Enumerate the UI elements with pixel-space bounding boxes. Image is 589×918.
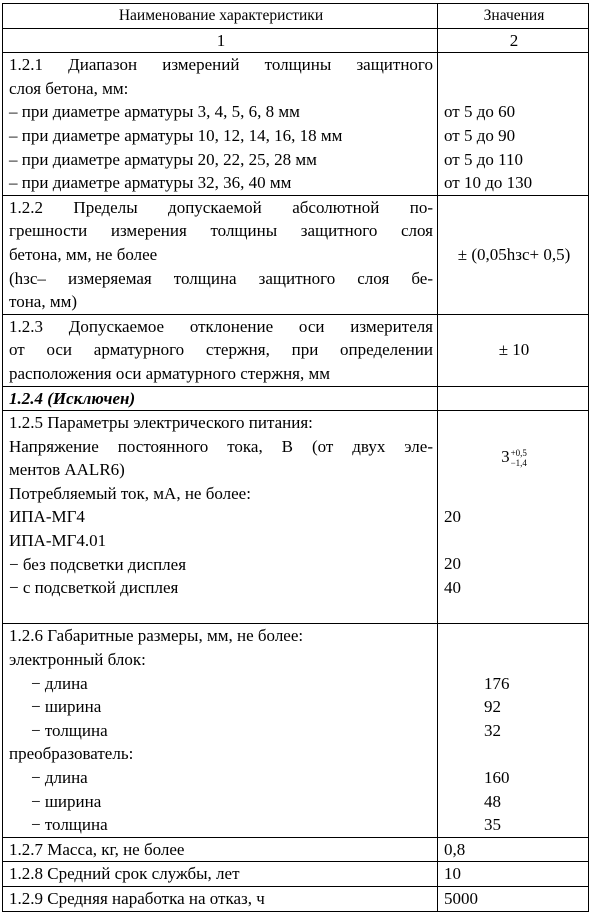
value-text: 48 xyxy=(484,791,501,811)
row-1-2-4-label: 1.2.4 (Исключен) xyxy=(3,386,438,411)
text-line: слоя бетона, мм: xyxy=(9,78,129,98)
text-line: 1.2.5 Параметры электрического питания: xyxy=(9,413,313,433)
text-line: ИПА-МГ4.01 xyxy=(9,531,107,551)
column-number-1: 1 xyxy=(3,28,438,53)
list-item: – при диаметре арматуры 3, 4, 5, 6, 8 мм xyxy=(9,102,300,122)
voltage-value xyxy=(444,445,584,482)
text-line: ментов AALR6) xyxy=(9,460,125,480)
text-line: тона, мм) xyxy=(9,292,78,312)
value-text: от 10 до 130 xyxy=(444,173,533,193)
row-1-2-2 xyxy=(3,195,589,314)
row-1-2-7-value: 0,8 xyxy=(438,837,589,862)
row-1-2-1 xyxy=(3,53,589,196)
value-text: от 5 до 90 xyxy=(444,125,516,145)
row-1-2-9 xyxy=(3,886,589,911)
text-line: Напряжение постоянного тока, В (от двух эле- xyxy=(9,436,433,456)
value-text: от 5 до 110 xyxy=(444,149,523,169)
specifications-table xyxy=(2,3,589,912)
row-1-2-6 xyxy=(3,624,589,837)
row-1-2-5 xyxy=(3,411,589,624)
list-item: − толщина xyxy=(31,815,108,835)
list-item: − без подсветки дисплея xyxy=(9,554,187,574)
text-line: расположения оси арматурного стержня, мм xyxy=(9,363,331,383)
row-1-2-5-label xyxy=(3,411,438,624)
text-line: 1.2.1 Диапазон измерений толщины защитного xyxy=(9,55,433,75)
value-text: от 5 до 60 xyxy=(444,102,516,122)
text-line: 1.2.2 Пределы допускаемой абсолютной по- xyxy=(9,197,433,217)
column-number-row xyxy=(3,28,589,53)
row-1-2-1-label xyxy=(3,53,438,196)
value-text: 35 xyxy=(484,815,501,835)
list-item: – при диаметре арматуры 10, 12, 14, 16, 18 мм xyxy=(9,125,343,145)
list-item: − длина xyxy=(31,673,88,693)
voltage-tolerance xyxy=(511,448,527,468)
header-name: Наименование характеристики xyxy=(3,4,438,29)
row-1-2-8-value: 10 xyxy=(438,862,589,887)
row-1-2-6-values xyxy=(438,624,589,837)
row-1-2-9-value: 5000 xyxy=(438,886,589,911)
list-item: − с подсветкой дисплея xyxy=(9,578,179,598)
row-1-2-3-value: ± 10 xyxy=(438,314,589,386)
row-1-2-2-label xyxy=(3,195,438,314)
value-text: 20 xyxy=(444,507,461,527)
list-item: – при диаметре арматуры 32, 36, 40 мм xyxy=(9,173,292,193)
row-1-2-4-value xyxy=(438,386,589,411)
row-1-2-2-value: ± (0,05hзс+ 0,5) xyxy=(438,195,589,314)
text-line: 1.2.6 Габаритные размеры, мм, не более: xyxy=(9,626,304,646)
text-line: 1.2.3 Допускаемое отклонение оси измерителя xyxy=(9,316,433,336)
row-1-2-8 xyxy=(3,862,589,887)
value-text: 92 xyxy=(484,697,501,717)
voltage-tolerance-plus: +0,5 xyxy=(510,447,527,458)
row-1-2-4 xyxy=(3,386,589,411)
row-1-2-3-label xyxy=(3,314,438,386)
text-line: бетона, мм, не более xyxy=(9,244,158,264)
text-line: (hзс– измеряемая толщина защитного слоя бе- xyxy=(9,268,433,288)
value-text: 32 xyxy=(484,720,501,740)
row-1-2-7-label: 1.2.7 Масса, кг, не более xyxy=(3,837,438,862)
header-values: Значения xyxy=(438,4,589,29)
text-line: грешности измерения толщины защитного слоя xyxy=(9,221,433,241)
text-line: Потребляемый ток, мА, не более: xyxy=(9,483,251,503)
list-item: − ширина xyxy=(31,697,102,717)
list-item: − ширина xyxy=(31,791,102,811)
value-text: 160 xyxy=(484,768,510,787)
header-row xyxy=(3,4,589,29)
text-line: преобразователь: xyxy=(9,744,134,764)
voltage-tolerance-minus: −1,4 xyxy=(510,457,527,468)
text-line: ИПА-МГ4 xyxy=(9,507,85,527)
text-line: от оси арматурного стержня, при определении xyxy=(9,340,433,360)
row-1-2-8-label: 1.2.8 Средний срок службы, лет xyxy=(3,862,438,887)
value-text: 176 xyxy=(484,673,510,693)
value-text: 20 xyxy=(444,554,461,574)
value-text: 40 xyxy=(444,578,461,598)
row-1-2-7 xyxy=(3,837,589,862)
row-1-2-3 xyxy=(3,314,589,386)
list-item: – при диаметре арматуры 20, 22, 25, 28 мм xyxy=(9,149,317,169)
list-item: − длина xyxy=(31,768,88,787)
row-1-2-6-label xyxy=(3,624,438,837)
column-number-2: 2 xyxy=(438,28,589,53)
voltage-base: 3 xyxy=(501,446,510,466)
list-item: − толщина xyxy=(31,720,108,740)
row-1-2-9-label: 1.2.9 Средняя наработка на отказ, ч xyxy=(3,886,438,911)
row-1-2-5-values xyxy=(438,411,589,624)
text-line: электронный блок: xyxy=(9,650,146,670)
row-1-2-1-values xyxy=(438,53,589,196)
